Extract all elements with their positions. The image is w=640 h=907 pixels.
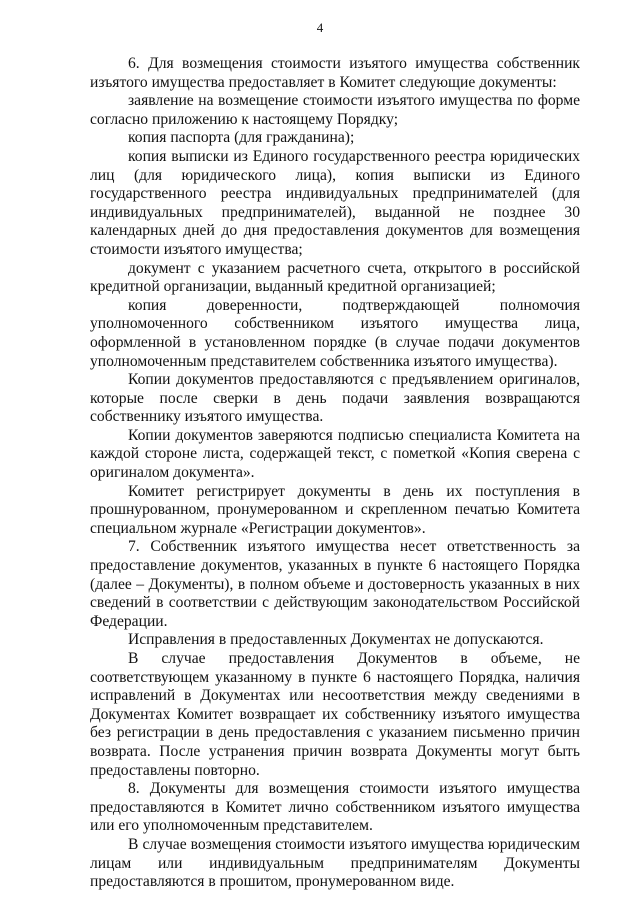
paragraph-power-of-attorney: копия доверенности, подтверждающей полномочия уполномоченного собственником изъятого имущества лица, оформленной в установленном порядке (в случае подачи документов уполномоченным представителем собственника изъятого имущества). bbox=[90, 296, 580, 370]
paragraph-application: заявление на возмещение стоимости изъятого имущества по форме согласно приложению к настоящему Порядку; bbox=[90, 92, 580, 128]
paragraph-item-8-submission: 8. Документы для возмещения стоимости изъятого имущества предоставляются в Комитет лично собственником изъятого имущества или его уполномоченным представителем. bbox=[90, 780, 580, 835]
paragraph-no-corrections: Исправления в предоставленных Документах не допускаются. bbox=[128, 631, 544, 649]
document-body bbox=[90, 55, 580, 892]
paragraph-registry-extract: копия выписки из Единого государственного реестра юридических лиц (для юридического лица), копия выписки из Единого государственного реестра индивидуальных предпринимателей (для индивидуальных предпринимателей), выданной не позднее 30 календарных дней до дня предоставления документов для возмещения стоимости изъятого имущества; bbox=[90, 147, 580, 258]
paragraph-return-documents: В случае предоставления Документов в объеме, не соответствующем указанному в пункте 6 настоящего Порядка, наличия исправлений в Документах или несоответствия между сведениями в Документах Комитет возвращает их собственнику изъятого имущества без регистрации в день предоставления с указанием письменно причин возврата. После устранения причин возврата Документы могут быть предоставлены повторно. bbox=[90, 650, 580, 779]
paragraph-legal-entities: В случае возмещения стоимости изъятого имущества юридическим лицам или индивидуальным предпринимателям Документы предоставляются в прошитом, пронумерованном виде. bbox=[90, 835, 580, 891]
paragraph-item-7-responsibility: 7. Собственник изъятого имущества несет ответственность за предоставление документов, указанных в пункте 6 настоящего Порядка (далее – Документы), в полном объеме и достоверность указанных в них сведений в соответствии с действующим законодательством Российской Федерации. bbox=[90, 538, 580, 630]
paragraph-originals: Копии документов предоставляются с предъявлением оригиналов, которые после сверки в день подачи заявления возвращаются собственнику изъятого имущества. bbox=[90, 371, 580, 426]
paragraph-item-6-intro: 6. Для возмещения стоимости изъятого имущества собственник изъятого имущества предоставляет в Комитет следующие документы: bbox=[90, 55, 580, 91]
paragraph-certification: Копии документов заверяются подписью специалиста Комитета на каждой стороне листа, содержащей текст, с пометкой «Копия сверена с оригиналом документа». bbox=[90, 426, 580, 482]
page-number: 4 bbox=[316, 20, 324, 35]
paragraph-passport-copy: копия паспорта (для гражданина); bbox=[128, 129, 355, 147]
paragraph-bank-account: документ с указанием расчетного счета, открытого в российской кредитной организации, выданный кредитной организацией; bbox=[90, 259, 580, 296]
paragraph-registration: Комитет регистрирует документы в день их поступления в прошнурованном, пронумерованном и скрепленном печатью Комитета специальном журнале «Регистрации документов». bbox=[90, 482, 580, 537]
